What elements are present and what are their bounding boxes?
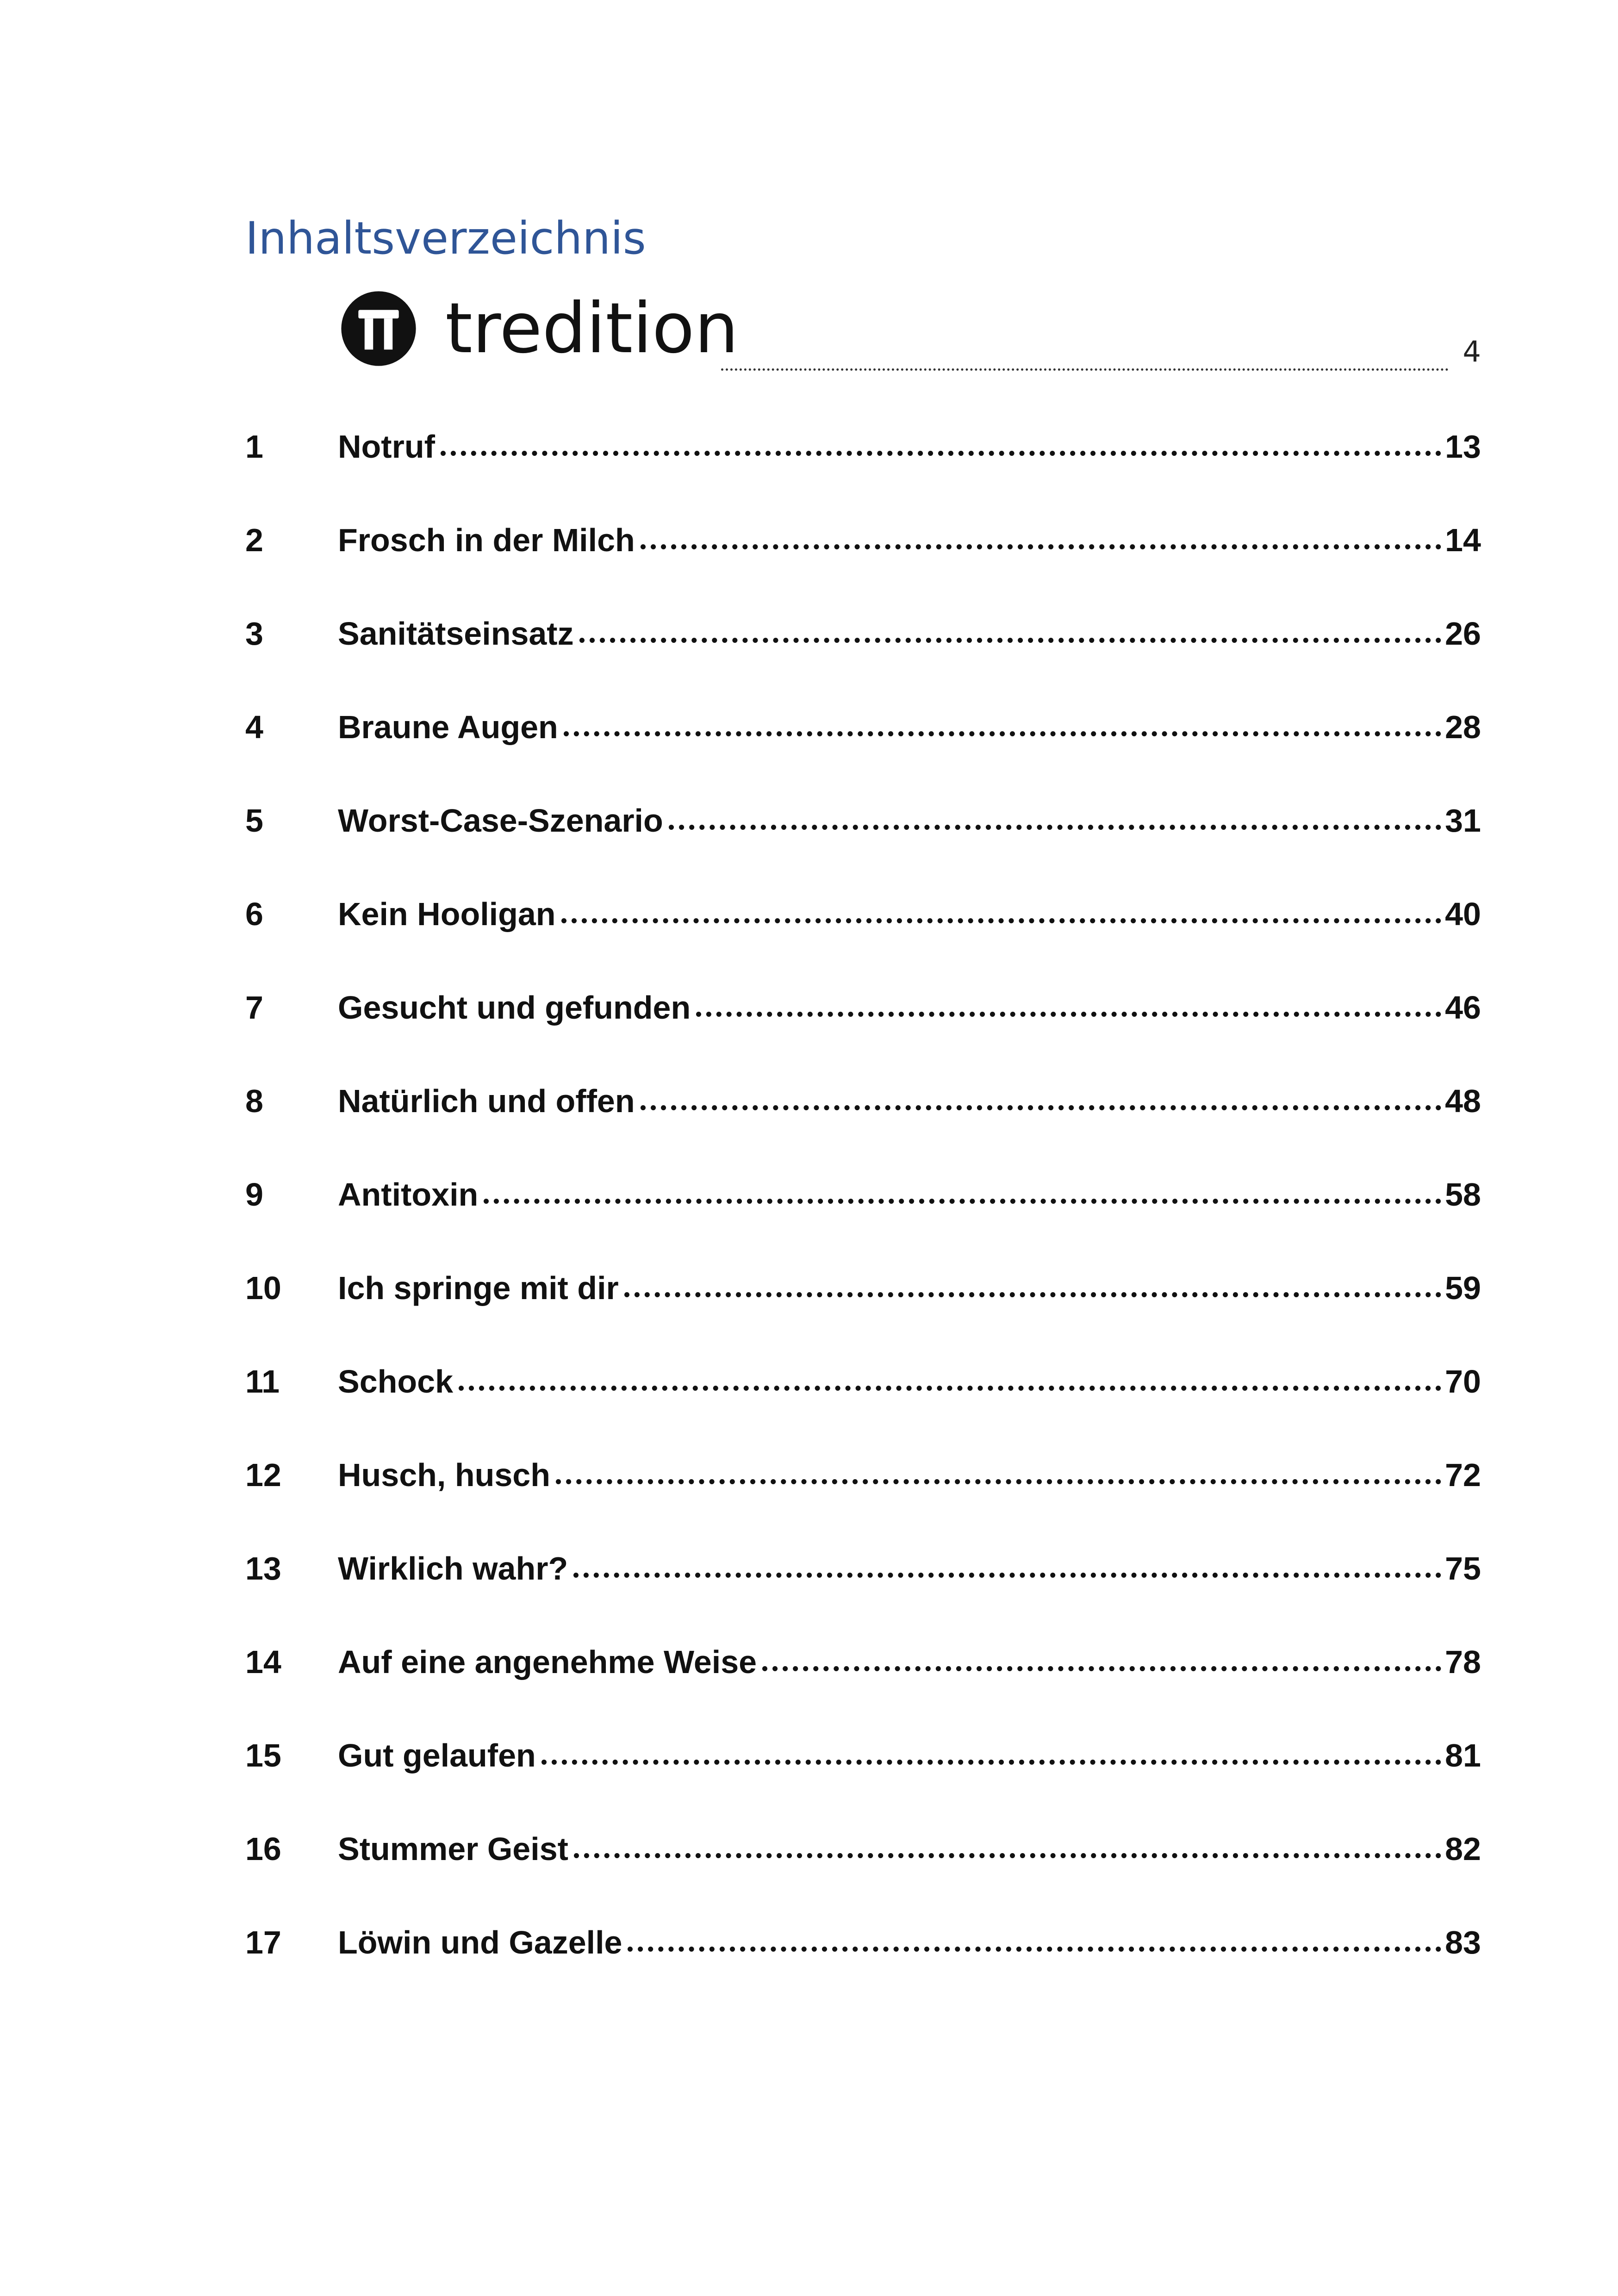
toc-entry[interactable] <box>245 1167 1481 1260</box>
toc-chapter-number: 4 <box>245 709 263 745</box>
toc-entry[interactable] <box>245 1447 1481 1541</box>
toc-page-number: 81 <box>1445 1737 1481 1773</box>
toc-chapter-number: 9 <box>245 1176 263 1213</box>
toc-page-number: 13 <box>1445 429 1481 465</box>
toc-chapter-title: Natürlich und offen <box>338 1083 635 1119</box>
toc-dot-leader <box>573 1573 1441 1578</box>
toc-chapter-number: 13 <box>245 1550 281 1587</box>
toc-entry[interactable] <box>245 1728 1481 1821</box>
toc-entry[interactable] <box>245 419 1481 512</box>
toc-dot-leader <box>441 451 1441 456</box>
toc-entry[interactable] <box>245 1821 1481 1915</box>
toc-entry[interactable] <box>245 1634 1481 1728</box>
toc-entry[interactable] <box>245 980 1481 1073</box>
toc-dot-leader <box>574 1853 1441 1858</box>
toc-chapter-number: 8 <box>245 1083 263 1119</box>
toc-chapter-number: 11 <box>245 1363 280 1400</box>
toc-chapter-title: Frosch in der Milch <box>338 522 635 558</box>
toc-chapter-number: 16 <box>245 1831 281 1867</box>
toc-dot-leader <box>561 918 1442 923</box>
toc-dot-leader <box>762 1666 1441 1671</box>
toc-chapter-title: Ich springe mit dir <box>338 1270 619 1306</box>
toc-dot-leader <box>459 1386 1441 1391</box>
toc-page-number: 83 <box>1445 1924 1481 1960</box>
toc-page-number: 28 <box>1445 709 1481 745</box>
toc-page-number: 31 <box>1445 803 1481 839</box>
toc-page-number: 59 <box>1445 1270 1481 1306</box>
toc-page-number: 4 <box>1462 335 1481 368</box>
toc-chapter-title: Auf eine angenehme Weise <box>338 1644 757 1680</box>
toc-chapter-title: Gut gelaufen <box>338 1737 536 1773</box>
tredition-logo-text: tredition <box>445 288 739 369</box>
toc-chapter-title: Gesucht und gefunden <box>338 989 691 1026</box>
toc-page-number: 46 <box>1445 989 1481 1026</box>
toc-chapter-number: 14 <box>245 1644 281 1680</box>
toc-chapter-number: 17 <box>245 1924 281 1960</box>
toc-page-number: 26 <box>1445 616 1481 652</box>
toc-entry[interactable] <box>245 793 1481 886</box>
toc-dot-leader <box>641 544 1441 549</box>
toc-dot-leader <box>721 368 1449 371</box>
toc-chapter-number: 6 <box>245 896 263 932</box>
toc-dot-leader <box>696 1012 1441 1017</box>
toc-chapter-number: 12 <box>245 1457 281 1493</box>
toc-chapter-title: Kein Hooligan <box>338 896 556 932</box>
toc-page-number: 78 <box>1445 1644 1481 1680</box>
toc-entry[interactable] <box>245 1354 1481 1447</box>
toc-chapter-number: 3 <box>245 616 263 652</box>
toc-dot-leader <box>628 1947 1441 1952</box>
toc-chapter-number: 10 <box>245 1270 281 1306</box>
toc-chapter-number: 15 <box>245 1737 281 1773</box>
toc-entry[interactable] <box>245 1915 1481 2008</box>
toc-page-number: 82 <box>1445 1831 1481 1867</box>
toc-page-number: 75 <box>1445 1550 1481 1587</box>
toc-entry[interactable] <box>245 1260 1481 1354</box>
toc-dot-leader <box>624 1292 1441 1297</box>
toc-chapter-title: Braune Augen <box>338 709 558 745</box>
toc-entry[interactable] <box>245 512 1481 606</box>
toc-dot-leader <box>564 731 1441 736</box>
toc-chapter-title: Antitoxin <box>338 1176 479 1213</box>
toc-chapter-title: Sanitätseinsatz <box>338 616 574 652</box>
toc-entry[interactable] <box>245 886 1481 980</box>
tredition-logo <box>340 288 739 369</box>
toc-chapter-title: Notruf <box>338 429 435 465</box>
toc-logo-entry[interactable] <box>245 282 1481 375</box>
toc-page-number: 58 <box>1445 1176 1481 1213</box>
toc-dot-leader <box>579 638 1442 643</box>
toc-chapter-number: 1 <box>245 429 263 465</box>
toc-page-number: 48 <box>1445 1083 1481 1119</box>
tredition-logo-icon <box>340 290 417 367</box>
toc-dot-leader <box>541 1760 1441 1765</box>
toc-dot-leader <box>484 1199 1441 1204</box>
toc-chapter-number: 5 <box>245 803 263 839</box>
toc-page-number: 14 <box>1445 522 1481 558</box>
toc-entry[interactable] <box>245 1073 1481 1167</box>
toc-chapter-title: Stummer Geist <box>338 1831 568 1867</box>
toc-entry[interactable] <box>245 1541 1481 1634</box>
toc-page-number: 40 <box>1445 896 1481 932</box>
toc-chapter-number: 7 <box>245 989 263 1026</box>
toc-chapter-title: Husch, husch <box>338 1457 550 1493</box>
toc-dot-leader <box>641 1105 1442 1110</box>
toc-dot-leader <box>669 825 1441 830</box>
toc-list <box>245 419 1481 2008</box>
toc-chapter-title: Schock <box>338 1363 453 1400</box>
toc-page-number: 72 <box>1445 1457 1481 1493</box>
toc-entry[interactable] <box>245 699 1481 793</box>
toc-chapter-number: 2 <box>245 522 263 558</box>
toc-chapter-title: Wirklich wahr? <box>338 1550 568 1587</box>
toc-heading: Inhaltsverzeichnis <box>245 212 646 264</box>
toc-page-number: 70 <box>1445 1363 1481 1400</box>
toc-entry[interactable] <box>245 606 1481 699</box>
toc-chapter-title: Löwin und Gazelle <box>338 1924 622 1960</box>
toc-dot-leader <box>556 1479 1441 1484</box>
toc-chapter-title: Worst-Case-Szenario <box>338 803 663 839</box>
